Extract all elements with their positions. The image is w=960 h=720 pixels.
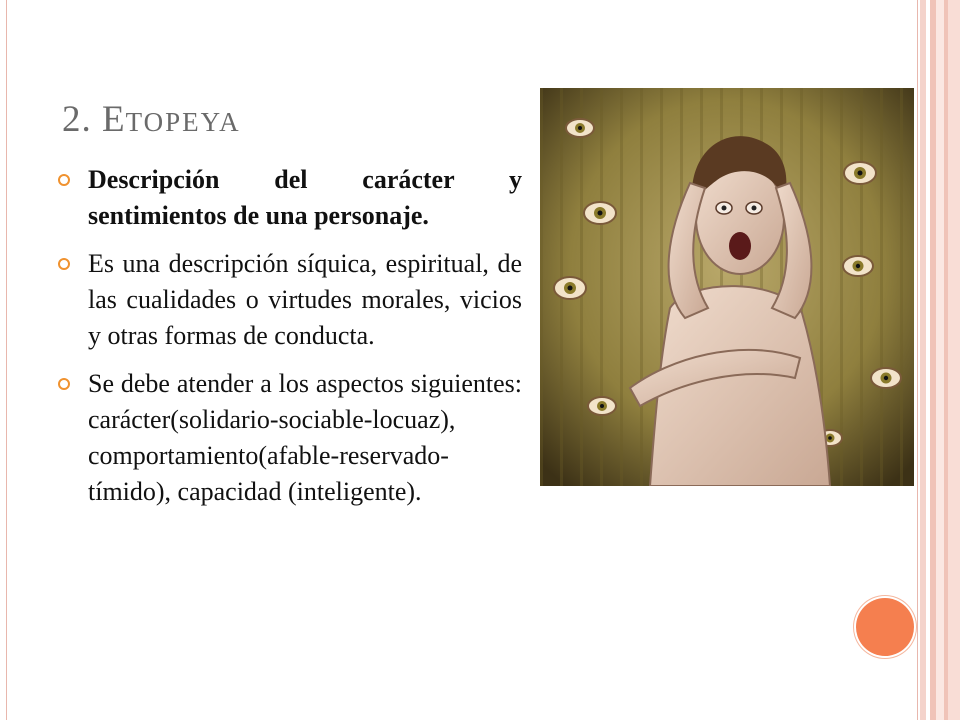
decorative-orange-circle — [856, 598, 914, 656]
bullet-text: Es una descripción síquica, espiritual, de las cualidades o virtudes morales, vicios y otras formas de conducta. — [88, 249, 522, 350]
frightened-person-illustration — [540, 88, 914, 486]
floating-eye-icon — [566, 119, 594, 137]
decorative-stripe-band — [920, 0, 960, 720]
floating-eye-icon — [588, 397, 616, 415]
bullet-item — [58, 246, 522, 354]
bullet-text: Descripción del carácter y sentimientos de una personaje. — [88, 165, 522, 230]
bullet-ring-icon — [58, 258, 70, 270]
bullet-ring-icon — [58, 378, 70, 390]
floating-eye-icon — [554, 277, 586, 299]
title-rest: TOPEYA — [125, 107, 241, 137]
bullet-ring-icon — [58, 174, 70, 186]
bullet-list — [58, 162, 522, 522]
slide-title — [62, 98, 241, 141]
title-first-letter: E — [102, 99, 126, 140]
floating-eye-icon — [843, 256, 873, 276]
floating-eye-icon — [584, 202, 616, 224]
floating-eye-icon — [844, 162, 876, 184]
title-number: 2. — [62, 99, 102, 140]
bullet-item — [58, 162, 522, 234]
bullet-item — [58, 366, 522, 510]
illustration-svg — [540, 88, 914, 486]
floating-eye-icon — [871, 368, 901, 388]
bullet-text: Se debe atender a los aspectos siguientes: carácter(solidario-sociable-locuaz), comportamiento(afable-reservado-tímido), capacidad (inteligente). — [88, 369, 522, 506]
